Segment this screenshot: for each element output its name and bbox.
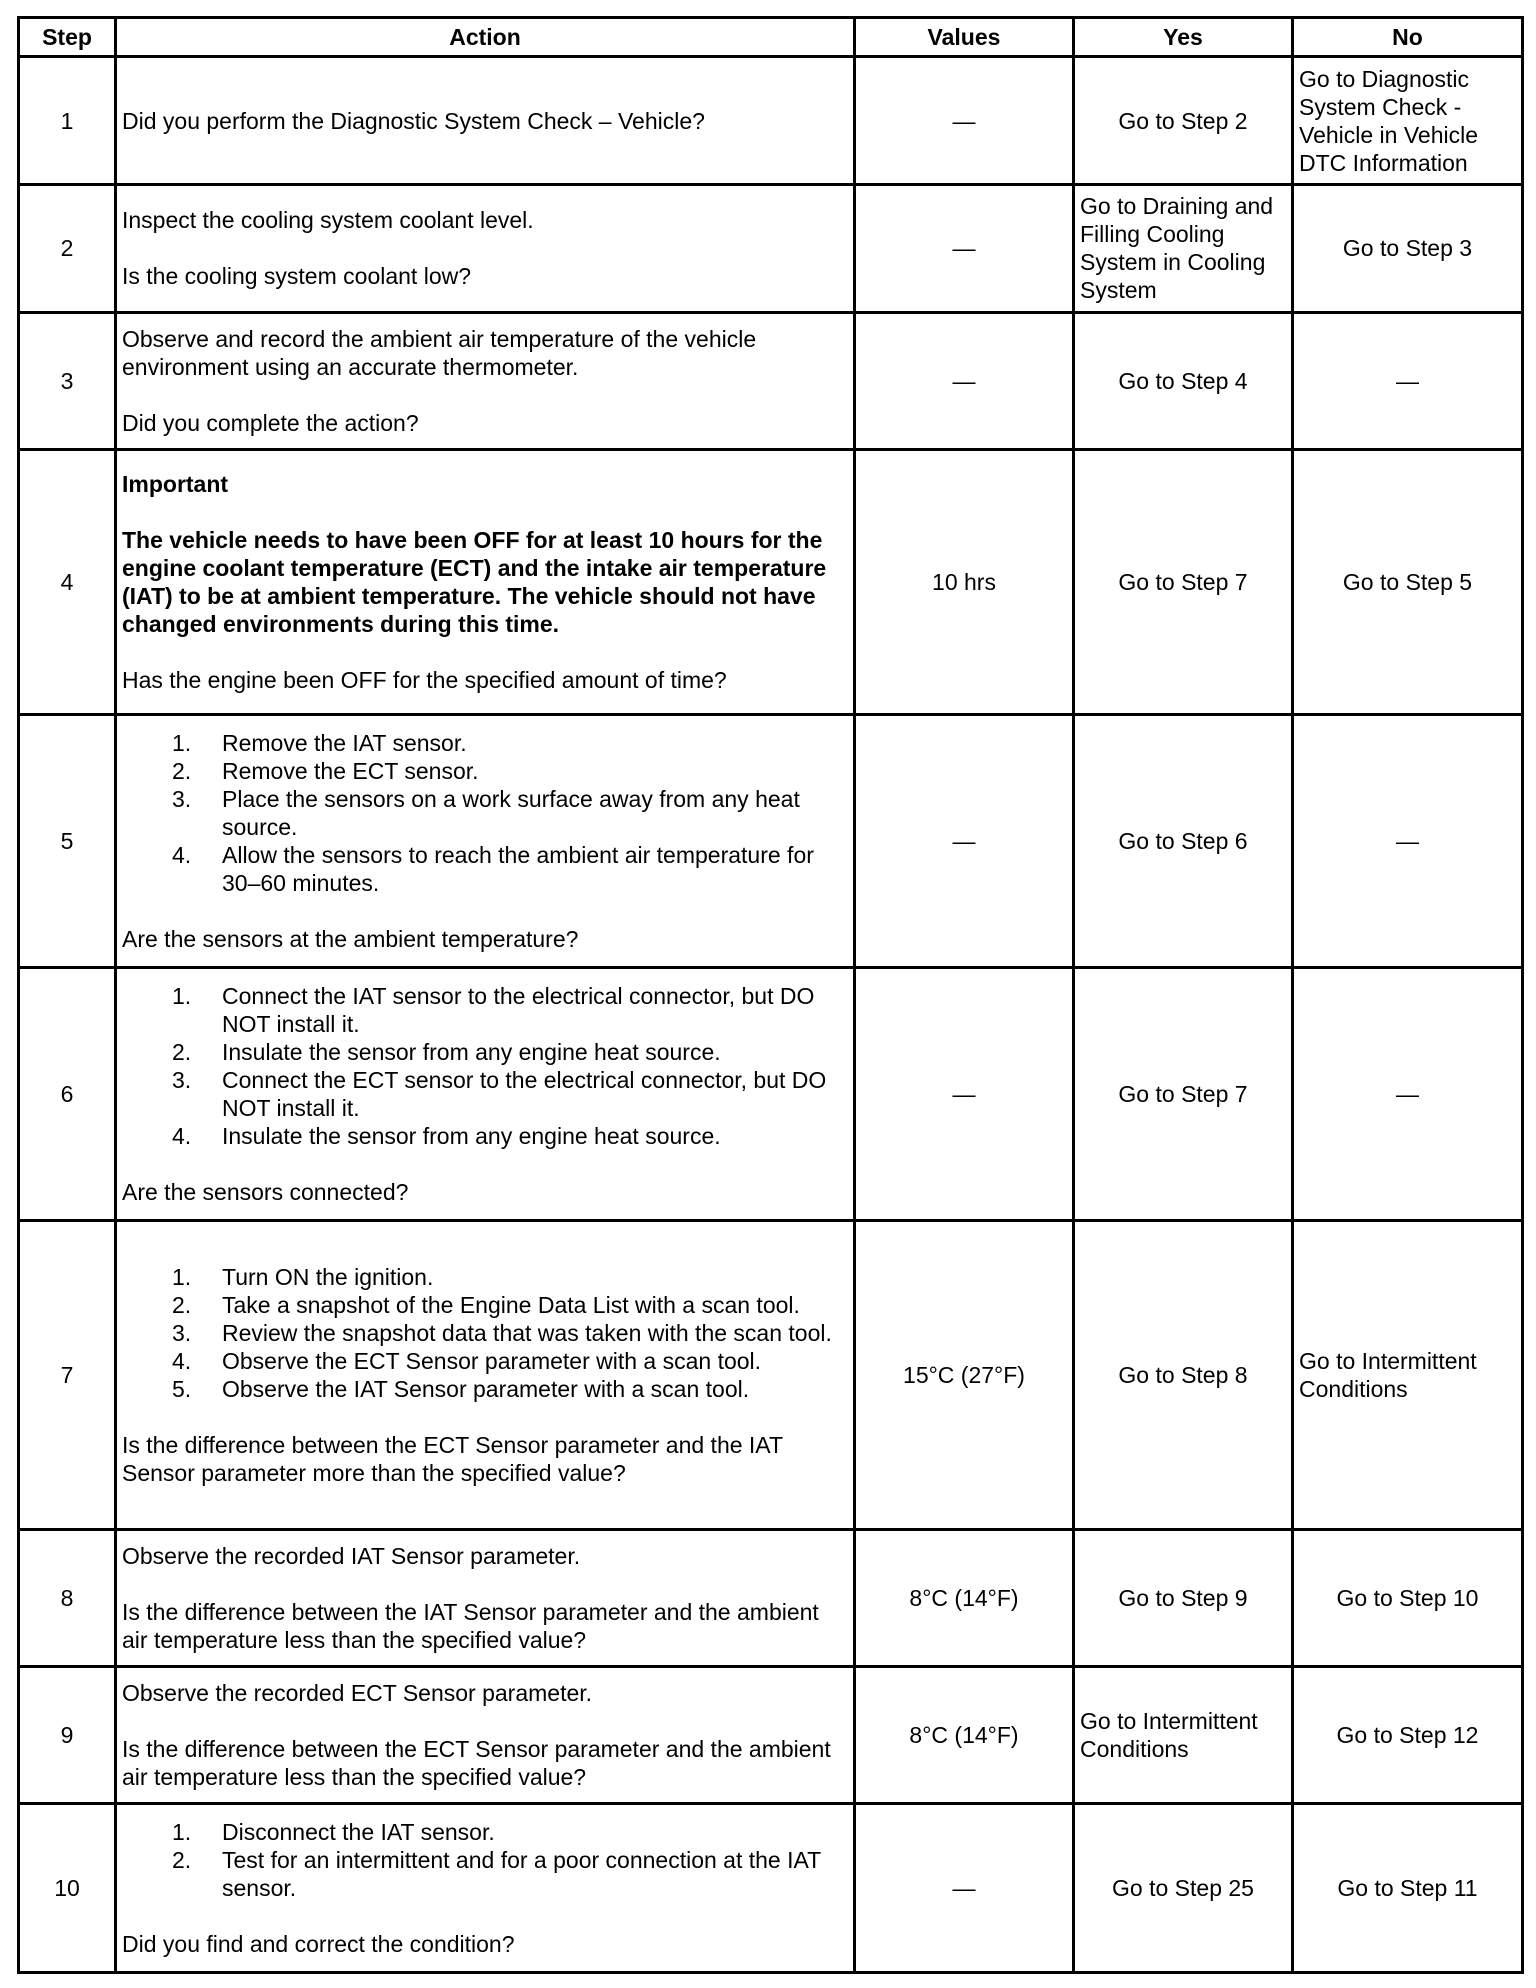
value-cell: 8°C (14°F) [855,1529,1074,1666]
table-row [19,185,1523,312]
value-cell: — [855,57,1074,185]
no-link[interactable]: Go to Diagnostic System Check - Vehicle in Vehicle DTC Information [1293,57,1523,185]
step-number: 1 [19,57,116,185]
table-row [19,57,1523,185]
list-item: 3. Connect the ECT sensor to the electrical connector, but DO NOT install it. [222,1066,848,1122]
list-item: 1. Disconnect the IAT sensor. [222,1818,848,1846]
value-cell: — [855,714,1074,968]
action-cell [116,1529,855,1666]
action-question: Is the cooling system coolant low? [122,263,472,290]
diagnostic-table [17,16,1524,1974]
list-item: 3. Place the sensors on a work surface away from any heat source. [222,785,848,841]
list-item: 1. Turn ON the ignition. [222,1263,848,1291]
action-cell [116,1667,855,1804]
action-question: Did you perform the Diagnostic System Check – Vehicle? [116,57,855,185]
yes-link[interactable]: Go to Step 9 [1074,1529,1293,1666]
action-cell [116,1804,855,1973]
yes-link[interactable]: Go to Step 8 [1074,1221,1293,1530]
step-number: 2 [19,185,116,312]
yes-link[interactable]: Go to Draining and Filling Cooling System in Cooling System [1074,185,1293,312]
no-link[interactable]: Go to Step 10 [1293,1529,1523,1666]
action-list [122,982,848,1150]
header-action: Action [116,18,855,57]
important-label: Important [122,470,229,497]
value-cell: 15°C (27°F) [855,1221,1074,1530]
step-number: 10 [19,1804,116,1973]
list-item: 1. Remove the IAT sensor. [222,729,848,757]
value-cell: — [855,1804,1074,1973]
action-list [122,1818,848,1902]
action-question: Is the difference between the ECT Sensor parameter and the ambient air temperature less than the specified value? [122,1736,831,1791]
table-row [19,1804,1523,1973]
action-question: Is the difference between the ECT Sensor parameter and the IAT Sensor parameter more than the specified value? [122,1431,783,1486]
list-item: 5. Observe the IAT Sensor parameter with a scan tool. [222,1375,848,1403]
step-number: 4 [19,450,116,715]
action-intro: Observe and record the ambient air temperature of the vehicle environment using an accurate thermometer. [122,325,757,380]
action-intro: Inspect the cooling system coolant level. [122,207,534,234]
header-row [19,18,1523,57]
list-item: 3. Review the snapshot data that was taken with the scan tool. [222,1319,848,1347]
header-no: No [1293,18,1523,57]
action-list [122,729,848,897]
no-link[interactable]: Go to Step 12 [1293,1667,1523,1804]
action-question: Are the sensors at the ambient temperature? [122,926,579,953]
table-row [19,450,1523,715]
step-number: 9 [19,1667,116,1804]
table-row [19,312,1523,449]
yes-link[interactable]: Go to Step 6 [1074,714,1293,968]
no-link[interactable]: — [1293,312,1523,449]
step-number: 3 [19,312,116,449]
action-cell [116,312,855,449]
action-question: Did you complete the action? [122,409,419,436]
no-link[interactable]: Go to Step 11 [1293,1804,1523,1973]
list-item: 2. Take a snapshot of the Engine Data List with a scan tool. [222,1291,848,1319]
yes-link[interactable]: Go to Step 7 [1074,968,1293,1221]
list-item: 2. Remove the ECT sensor. [222,757,848,785]
yes-link[interactable]: Go to Step 25 [1074,1804,1293,1973]
action-intro: Observe the recorded ECT Sensor parameter. [122,1680,593,1707]
action-list [122,1263,848,1403]
action-cell [116,185,855,312]
action-intro: Observe the recorded IAT Sensor parameter. [122,1542,581,1569]
list-item: 2. Test for an intermittent and for a poor connection at the IAT sensor. [222,1846,848,1902]
action-question: Did you find and correct the condition? [122,1931,515,1958]
table-row [19,968,1523,1221]
step-number: 8 [19,1529,116,1666]
table-row [19,1221,1523,1530]
yes-link[interactable]: Go to Step 2 [1074,57,1293,185]
action-cell [116,714,855,968]
no-link[interactable]: Go to Step 5 [1293,450,1523,715]
action-question: Is the difference between the IAT Sensor parameter and the ambient air temperature less than the specified value? [122,1598,819,1653]
value-cell: 10 hrs [855,450,1074,715]
value-cell: — [855,185,1074,312]
action-cell [116,1221,855,1530]
yes-link[interactable]: Go to Intermittent Conditions [1074,1667,1293,1804]
action-cell [116,450,855,715]
list-item: 4. Insulate the sensor from any engine heat source. [222,1122,848,1150]
step-number: 7 [19,1221,116,1530]
list-item: 4. Observe the ECT Sensor parameter with a scan tool. [222,1347,848,1375]
table-row [19,714,1523,968]
header-yes: Yes [1074,18,1293,57]
table-row [19,1667,1523,1804]
list-item: 1. Connect the IAT sensor to the electrical connector, but DO NOT install it. [222,982,848,1038]
action-cell [116,968,855,1221]
no-link[interactable]: — [1293,968,1523,1221]
yes-link[interactable]: Go to Step 7 [1074,450,1293,715]
value-cell: — [855,968,1074,1221]
no-link[interactable]: Go to Step 3 [1293,185,1523,312]
step-number: 5 [19,714,116,968]
no-link[interactable]: — [1293,714,1523,968]
yes-link[interactable]: Go to Step 4 [1074,312,1293,449]
header-values: Values [855,18,1074,57]
value-cell: 8°C (14°F) [855,1667,1074,1804]
list-item: 4. Allow the sensors to reach the ambient air temperature for 30–60 minutes. [222,841,848,897]
header-step: Step [19,18,116,57]
no-link[interactable]: Go to Intermittent Conditions [1293,1221,1523,1530]
action-question: Has the engine been OFF for the specified amount of time? [122,666,727,693]
list-item: 2. Insulate the sensor from any engine heat source. [222,1038,848,1066]
value-cell: — [855,312,1074,449]
step-number: 6 [19,968,116,1221]
action-question: Are the sensors connected? [122,1179,409,1206]
important-note: The vehicle needs to have been OFF for at least 10 hours for the engine coolant temperature (ECT) and the intake air temperature (IAT) to be at ambient temperature. The vehicle should not have changed environments during this time. [122,526,827,637]
table-row [19,1529,1523,1666]
